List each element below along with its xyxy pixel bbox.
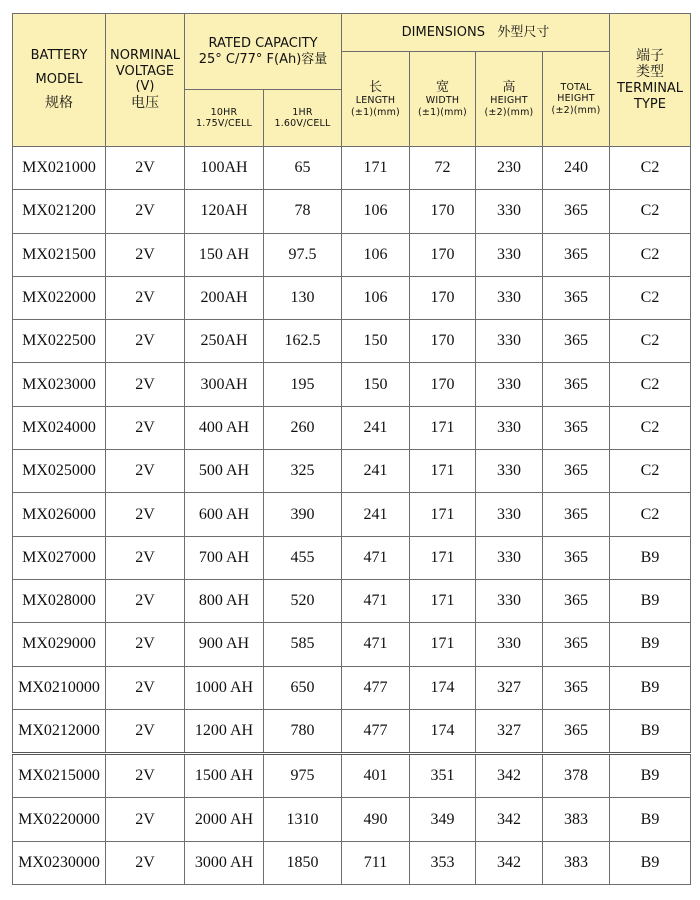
cell-length: 106 [342, 190, 410, 233]
table-row [13, 233, 691, 276]
header-voltage-line-1: NORMINAL [110, 48, 180, 64]
cell-total-height: 378 [543, 754, 610, 798]
cell-total-height: 365 [543, 623, 610, 666]
cell-height: 330 [476, 233, 543, 276]
cell-capacity-10hr: 2000 AH [185, 798, 264, 841]
header-model-line-2: MODEL [35, 71, 83, 87]
cell-model: MX028000 [13, 579, 106, 622]
table-row [13, 623, 691, 666]
cell-height: 330 [476, 406, 543, 449]
cell-width: 171 [410, 406, 476, 449]
header-length-line-1: 长 [368, 79, 382, 95]
cell-model: MX0210000 [13, 666, 106, 709]
cell-terminal: C2 [610, 147, 691, 190]
cell-capacity-1hr: 780 [264, 709, 342, 753]
cell-width: 171 [410, 623, 476, 666]
header-1hr-line-1: 1HR [292, 106, 313, 118]
header-10hr-line-1: 10HR [210, 106, 238, 118]
cell-capacity-10hr: 1500 AH [185, 754, 264, 798]
header-dimensions [342, 14, 610, 52]
cell-voltage: 2V [106, 666, 185, 709]
header-terminal-line-4: TYPE [634, 96, 666, 112]
cell-height: 342 [476, 754, 543, 798]
header-voltage-line-2: VOLTAGE [115, 63, 175, 79]
cell-length: 241 [342, 406, 410, 449]
table-row [13, 841, 691, 884]
cell-voltage: 2V [106, 536, 185, 579]
header-total-height-line-2: HEIGHT [557, 93, 595, 105]
cell-capacity-1hr: 260 [264, 406, 342, 449]
cell-terminal: C2 [610, 450, 691, 493]
header-total-height-line-1: TOTAL [560, 81, 592, 93]
cell-length: 477 [342, 709, 410, 753]
cell-length: 471 [342, 579, 410, 622]
header-height-line-3: (±2)(mm) [484, 106, 534, 118]
header-10hr-line-2: 1.75V/CELL [195, 118, 253, 129]
cell-model: MX0220000 [13, 798, 106, 841]
cell-height: 330 [476, 363, 543, 406]
cell-width: 349 [410, 798, 476, 841]
table-row [13, 754, 691, 798]
cell-width: 72 [410, 147, 476, 190]
cell-voltage: 2V [106, 493, 185, 536]
cell-capacity-1hr: 195 [264, 363, 342, 406]
cell-terminal: C2 [610, 363, 691, 406]
cell-width: 174 [410, 666, 476, 709]
cell-width: 170 [410, 233, 476, 276]
cell-capacity-1hr: 325 [264, 450, 342, 493]
cell-width: 174 [410, 709, 476, 753]
table-row [13, 363, 691, 406]
cell-voltage: 2V [106, 709, 185, 753]
cell-model: MX021000 [13, 147, 106, 190]
cell-capacity-1hr: 650 [264, 666, 342, 709]
header-terminal-type [610, 14, 691, 147]
header-rated-capacity [185, 14, 342, 90]
cell-width: 171 [410, 579, 476, 622]
cell-total-height: 365 [543, 276, 610, 319]
cell-width: 171 [410, 536, 476, 579]
table-row [13, 798, 691, 841]
cell-terminal: B9 [610, 709, 691, 753]
table-row [13, 709, 691, 753]
cell-model: MX021200 [13, 190, 106, 233]
table-row [13, 536, 691, 579]
table-row [13, 276, 691, 319]
header-height-line-1: 高 [502, 79, 516, 95]
header-length-line-3: (±1)(mm) [351, 106, 400, 118]
cell-length: 106 [342, 233, 410, 276]
cell-model: MX022500 [13, 320, 106, 363]
cell-voltage: 2V [106, 233, 185, 276]
cell-capacity-10hr: 1200 AH [185, 709, 264, 753]
header-length-line-2: LENGTH [355, 95, 396, 107]
cell-model: MX0230000 [13, 841, 106, 884]
cell-length: 106 [342, 276, 410, 319]
table-header [13, 14, 691, 147]
header-voltage-line-3: (V) [135, 79, 155, 95]
cell-capacity-10hr: 400 AH [185, 406, 264, 449]
cell-width: 170 [410, 276, 476, 319]
cell-voltage: 2V [106, 320, 185, 363]
header-terminal-line-1: 端子 [636, 47, 665, 64]
cell-capacity-1hr: 585 [264, 623, 342, 666]
cell-capacity-1hr: 1310 [264, 798, 342, 841]
table-row [13, 320, 691, 363]
header-total-height-line-3: (±2)(mm) [551, 104, 601, 116]
header-1hr-line-2: 1.60V/CELL [274, 118, 331, 129]
cell-height: 327 [476, 709, 543, 753]
cell-voltage: 2V [106, 190, 185, 233]
cell-width: 171 [410, 493, 476, 536]
cell-terminal: B9 [610, 536, 691, 579]
cell-terminal: B9 [610, 579, 691, 622]
cell-capacity-1hr: 390 [264, 493, 342, 536]
table-row [13, 190, 691, 233]
table-row [13, 450, 691, 493]
cell-terminal: C2 [610, 233, 691, 276]
cell-length: 241 [342, 493, 410, 536]
cell-height: 330 [476, 450, 543, 493]
cell-model: MX025000 [13, 450, 106, 493]
battery-spec-table [12, 13, 691, 885]
cell-capacity-10hr: 3000 AH [185, 841, 264, 884]
cell-model: MX024000 [13, 406, 106, 449]
cell-total-height: 365 [543, 709, 610, 753]
cell-capacity-1hr: 130 [264, 276, 342, 319]
header-total-height [543, 52, 610, 147]
cell-terminal: B9 [610, 798, 691, 841]
cell-length: 150 [342, 363, 410, 406]
cell-capacity-1hr: 97.5 [264, 233, 342, 276]
cell-capacity-1hr: 975 [264, 754, 342, 798]
cell-model: MX022000 [13, 276, 106, 319]
cell-voltage: 2V [106, 363, 185, 406]
header-height-line-2: HEIGHT [490, 95, 528, 107]
header-height [476, 52, 543, 147]
cell-capacity-10hr: 600 AH [185, 493, 264, 536]
cell-width: 170 [410, 320, 476, 363]
cell-width: 351 [410, 754, 476, 798]
cell-capacity-10hr: 150 AH [185, 233, 264, 276]
cell-capacity-10hr: 500 AH [185, 450, 264, 493]
cell-capacity-1hr: 162.5 [264, 320, 342, 363]
header-nominal-voltage [106, 14, 185, 147]
cell-height: 342 [476, 841, 543, 884]
cell-total-height: 365 [543, 579, 610, 622]
cell-voltage: 2V [106, 623, 185, 666]
cell-length: 171 [342, 147, 410, 190]
cell-total-height: 365 [543, 536, 610, 579]
header-width-line-3: (±1)(mm) [418, 106, 467, 118]
cell-height: 330 [476, 579, 543, 622]
cell-total-height: 383 [543, 798, 610, 841]
table-row [13, 579, 691, 622]
cell-height: 342 [476, 798, 543, 841]
cell-voltage: 2V [106, 754, 185, 798]
cell-capacity-10hr: 800 AH [185, 579, 264, 622]
cell-capacity-10hr: 300AH [185, 363, 264, 406]
header-dimensions-label: DIMENSIONS 外型尺寸 [401, 24, 550, 40]
cell-capacity-10hr: 700 AH [185, 536, 264, 579]
header-terminal-line-2: 类型 [636, 64, 665, 81]
cell-height: 330 [476, 190, 543, 233]
cell-terminal: B9 [610, 841, 691, 884]
cell-terminal: C2 [610, 276, 691, 319]
cell-total-height: 365 [543, 363, 610, 406]
cell-width: 171 [410, 450, 476, 493]
cell-terminal: B9 [610, 666, 691, 709]
cell-model: MX026000 [13, 493, 106, 536]
header-terminal-line-3: TERMINAL [616, 81, 684, 97]
header-width-line-1: 宽 [435, 79, 449, 95]
cell-width: 170 [410, 190, 476, 233]
cell-terminal: B9 [610, 623, 691, 666]
cell-height: 330 [476, 276, 543, 319]
cell-capacity-1hr: 520 [264, 579, 342, 622]
header-model-line-3: 规格 [45, 95, 73, 112]
cell-voltage: 2V [106, 276, 185, 319]
cell-length: 471 [342, 623, 410, 666]
cell-model: MX027000 [13, 536, 106, 579]
cell-capacity-1hr: 65 [264, 147, 342, 190]
cell-capacity-1hr: 78 [264, 190, 342, 233]
cell-length: 490 [342, 798, 410, 841]
header-length [342, 52, 410, 147]
cell-total-height: 365 [543, 666, 610, 709]
cell-length: 150 [342, 320, 410, 363]
cell-total-height: 383 [543, 841, 610, 884]
header-capacity-10hr [185, 90, 264, 147]
cell-length: 401 [342, 754, 410, 798]
cell-voltage: 2V [106, 579, 185, 622]
cell-length: 711 [342, 841, 410, 884]
table-row [13, 493, 691, 536]
cell-model: MX029000 [13, 623, 106, 666]
cell-height: 330 [476, 493, 543, 536]
cell-voltage: 2V [106, 841, 185, 884]
cell-total-height: 365 [543, 233, 610, 276]
cell-model: MX0215000 [13, 754, 106, 798]
cell-height: 230 [476, 147, 543, 190]
header-model-line-1: BATTERY [30, 48, 88, 63]
cell-capacity-1hr: 1850 [264, 841, 342, 884]
header-voltage-line-4: 电压 [131, 94, 159, 111]
table-row [13, 147, 691, 190]
cell-model: MX0212000 [13, 709, 106, 753]
header-capacity-line-2: 25° C/77° F(Ah)容量 [198, 51, 328, 67]
header-capacity-line-1: RATED CAPACITY [208, 35, 318, 51]
cell-capacity-1hr: 455 [264, 536, 342, 579]
table-row [13, 666, 691, 709]
cell-width: 353 [410, 841, 476, 884]
cell-total-height: 365 [543, 190, 610, 233]
header-width [410, 52, 476, 147]
cell-height: 330 [476, 623, 543, 666]
cell-model: MX021500 [13, 233, 106, 276]
cell-capacity-10hr: 200AH [185, 276, 264, 319]
cell-capacity-10hr: 900 AH [185, 623, 264, 666]
cell-total-height: 365 [543, 450, 610, 493]
cell-voltage: 2V [106, 798, 185, 841]
cell-terminal: C2 [610, 406, 691, 449]
cell-total-height: 365 [543, 406, 610, 449]
cell-total-height: 365 [543, 493, 610, 536]
header-battery-model [13, 14, 106, 147]
cell-total-height: 240 [543, 147, 610, 190]
cell-length: 477 [342, 666, 410, 709]
cell-width: 170 [410, 363, 476, 406]
cell-capacity-10hr: 120AH [185, 190, 264, 233]
cell-terminal: B9 [610, 754, 691, 798]
cell-length: 471 [342, 536, 410, 579]
cell-total-height: 365 [543, 320, 610, 363]
cell-terminal: C2 [610, 190, 691, 233]
cell-capacity-10hr: 250AH [185, 320, 264, 363]
header-width-line-2: WIDTH [425, 95, 460, 107]
cell-model: MX023000 [13, 363, 106, 406]
table-body [13, 147, 691, 885]
cell-voltage: 2V [106, 450, 185, 493]
cell-voltage: 2V [106, 406, 185, 449]
cell-voltage: 2V [106, 147, 185, 190]
cell-length: 241 [342, 450, 410, 493]
header-capacity-1hr [264, 90, 342, 147]
table-row [13, 406, 691, 449]
cell-height: 330 [476, 320, 543, 363]
cell-capacity-10hr: 1000 AH [185, 666, 264, 709]
cell-height: 330 [476, 536, 543, 579]
cell-capacity-10hr: 100AH [185, 147, 264, 190]
cell-terminal: C2 [610, 493, 691, 536]
cell-height: 327 [476, 666, 543, 709]
cell-terminal: C2 [610, 320, 691, 363]
